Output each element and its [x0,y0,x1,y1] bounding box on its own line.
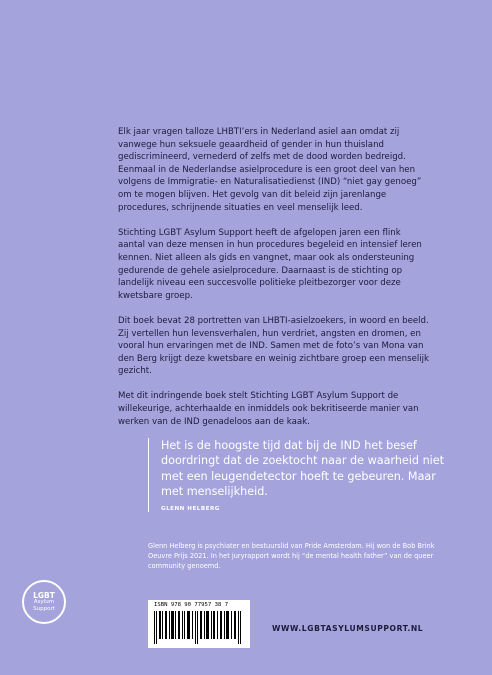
body-paragraph-4: Met dit indringende boek stelt Stichting LGBT Asylum Support de willekeurige, achterhaalde en inmiddels ook bekritiseerde manier van werken van de IND genadeloos aan de kaak. [118,391,419,427]
logo-line-3: Support [33,605,55,612]
body-paragraph-2: Stichting LGBT Asylum Support heeft de afgelopen jaren een flink aantal van deze mensen in hun procedures begeleid en intensief leren kennen. Niet alleen als gids en vangnet, maar ook als ondersteuning gedurende de gehele asielprocedure. Daarnaast is de stichting op landelijk niveau een succesvolle politieke pleitbezorger voor deze kwetsbare groep. [118,227,422,301]
barcode-isbn: ISBN 978 90 77957 38 7 [154,602,229,608]
website-url[interactable]: WWW.LGBTASYLUMSUPPORT.NL [272,624,424,633]
logo-line-2: Asylum [33,598,55,605]
pull-quote [148,438,461,512]
quote-text: Het is de hoogste tijd dat bij de IND het besef doordringt dat de zoektocht naar de waarheid niet met een leugendetector hoeft te gebeuren. Maar met menselijkheid. [161,439,445,499]
lgbt-asylum-support-logo [22,580,66,624]
logo-line-1: LGBT [33,590,55,600]
body-paragraph-1: Elk jaar vragen talloze LHBTI’ers in Nederland asiel aan omdat zij vanwege hun seksuele geaardheid of gender in hun thuisland gediscrimineerd, vernederd of zelfs met de dood worden bedreigd. Eenmaal in de Nederlandse asielprocedure is een groot deel van hen volgens de Immigratie- en Naturalisatiedienst (IND) “niet gay genoeg” om te mogen blijven. Het gevolg van dit beleid zijn jarenlange procedures, schrijnende situaties en veel menselijk leed. [118,127,422,213]
body-paragraph-3: Dit boek bevat 28 portretten van LHBTI-asielzoekers, in woord en beeld. Zij vertellen hun levensverhalen, hun verdriet, angsten en dromen, en vooral hun ervaringen met de IND. Samen met de foto’s van Mona van den Berg krijgt deze kwetsbare en weinig zichtbare groep een menselijk gezicht. [118,315,430,377]
back-cover-body [118,126,430,441]
barcode-bars-icon [154,611,244,644]
author-bio: Glenn Helberg is psychiater en bestuurslid van Pride Amsterdam. Hij won de Bob Brink Oeuvre Prijs 2021. In het juryrapport wordt hij “de mental health father” van de queer community genoemd. [148,542,435,570]
barcode [148,600,250,648]
quote-author: GLENN HELBERG [161,505,220,512]
